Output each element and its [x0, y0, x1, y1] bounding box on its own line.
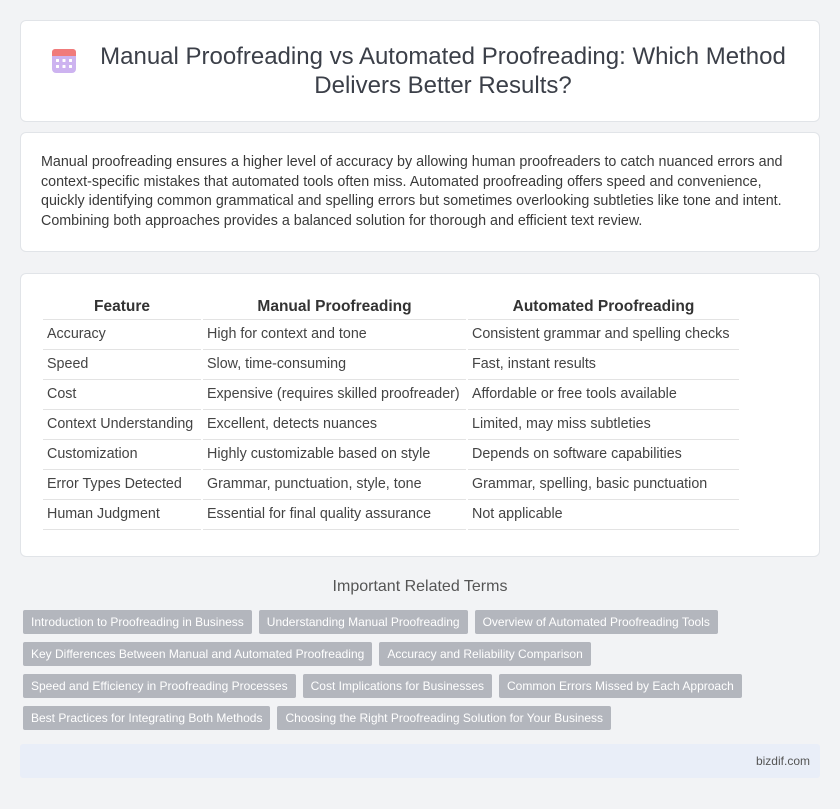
- comparison-card: [20, 273, 820, 557]
- related-term-tag[interactable]: Cost Implications for Businesses: [303, 674, 492, 698]
- calendar-grid-icon: [51, 48, 77, 74]
- related-term-tag[interactable]: Accuracy and Reliability Comparison: [379, 642, 590, 666]
- table-row: [43, 440, 739, 470]
- feature-cell: Speed: [43, 350, 202, 380]
- manual-cell: Expensive (requires skilled proofreader): [202, 380, 467, 410]
- manual-cell: Highly customizable based on style: [202, 440, 467, 470]
- feature-cell: Customization: [43, 440, 202, 470]
- tag-row: [23, 674, 823, 698]
- automated-cell: Consistent grammar and spelling checks: [467, 320, 739, 350]
- intro-card: [20, 132, 820, 252]
- manual-cell: Excellent, detects nuances: [202, 410, 467, 440]
- related-term-tag[interactable]: Understanding Manual Proofreading: [259, 610, 468, 634]
- related-terms-list: [23, 610, 823, 738]
- automated-cell: Affordable or free tools available: [467, 380, 739, 410]
- table-row: [43, 410, 739, 440]
- manual-cell: Grammar, punctuation, style, tone: [202, 470, 467, 500]
- automated-cell: Depends on software capabilities: [467, 440, 739, 470]
- comparison-table: [43, 296, 739, 530]
- tag-row: [23, 610, 823, 634]
- table-row: [43, 470, 739, 500]
- column-header-feature: Feature: [43, 296, 202, 320]
- column-header-automated: Automated Proofreading: [467, 296, 739, 320]
- table-row: [43, 350, 739, 380]
- manual-cell: Essential for final quality assurance: [202, 500, 467, 530]
- automated-cell: Grammar, spelling, basic punctuation: [467, 470, 739, 500]
- table-header-row: [43, 296, 739, 320]
- related-term-tag[interactable]: Introduction to Proofreading in Business: [23, 610, 252, 634]
- related-term-tag[interactable]: Speed and Efficiency in Proofreading Processes: [23, 674, 296, 698]
- footer-bar: [20, 744, 820, 778]
- feature-cell: Accuracy: [43, 320, 202, 350]
- manual-cell: Slow, time-consuming: [202, 350, 467, 380]
- automated-cell: Not applicable: [467, 500, 739, 530]
- intro-paragraph: Manual proofreading ensures a higher level of accuracy by allowing human proofreaders to catch nuanced errors and context-specific mistakes that automated tools often miss. Automated proofreading offers speed and convenience, quickly identifying common grammatical and spelling errors but sometimes overlooking subtleties like tone and intent. Combining both approaches provides a balanced solution for thorough and efficient text review.: [41, 154, 783, 229]
- automated-cell: Limited, may miss subtleties: [467, 410, 739, 440]
- feature-cell: Human Judgment: [43, 500, 202, 530]
- feature-cell: Context Understanding: [43, 410, 202, 440]
- related-term-tag[interactable]: Common Errors Missed by Each Approach: [499, 674, 742, 698]
- tag-row: [23, 706, 823, 730]
- related-term-tag[interactable]: Key Differences Between Manual and Automated Proofreading: [23, 642, 372, 666]
- automated-cell: Fast, instant results: [467, 350, 739, 380]
- title-wrap: [51, 42, 789, 100]
- related-term-tag[interactable]: Choosing the Right Proofreading Solution for Your Business: [277, 706, 611, 730]
- manual-cell: High for context and tone: [202, 320, 467, 350]
- column-header-manual: Manual Proofreading: [202, 296, 467, 320]
- table-row: [43, 500, 739, 530]
- site-link[interactable]: bizdif.com: [755, 754, 810, 768]
- table-row: [43, 320, 739, 350]
- feature-cell: Cost: [43, 380, 202, 410]
- page-title: Manual Proofreading vs Automated Proofreading: Which Method Delivers Better Results?: [100, 43, 786, 99]
- title-card: [20, 20, 820, 122]
- related-term-tag[interactable]: Best Practices for Integrating Both Methods: [23, 706, 270, 730]
- tag-row: [23, 642, 823, 666]
- related-terms-heading: Important Related Terms: [332, 578, 508, 595]
- related-term-tag[interactable]: Overview of Automated Proofreading Tools: [475, 610, 718, 634]
- feature-cell: Error Types Detected: [43, 470, 202, 500]
- table-row: [43, 380, 739, 410]
